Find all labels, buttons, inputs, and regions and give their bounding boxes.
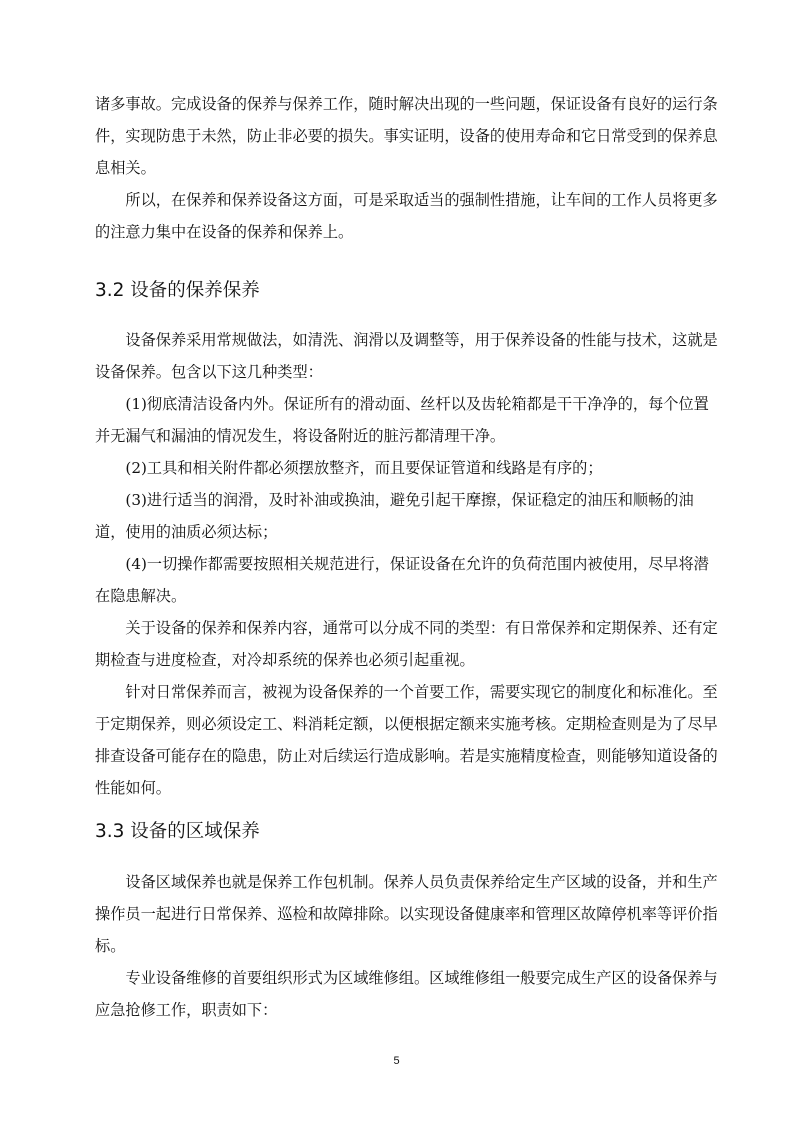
intro-paragraph-1: 诸多事故。完成设备的保养与保养工作，随时解决出现的一些问题，保证设备有良好的运行条件，实现防患于未然，防止非必要的损失。事实证明，设备的使用寿命和它日常受到的保养息息相关。: [95, 95, 718, 177]
list-item-2: (2)工具和相关附件都必须摆放整齐，而且要保证管道和线路是有序的；: [125, 459, 603, 477]
section-3-2-body: [95, 324, 722, 804]
section-3-3-body: [95, 866, 722, 1026]
intro-text: [95, 88, 722, 248]
section-3-3-paragraph-1: 设备区域保养也就是保养工作包机制。保养人员负责保养给定生产区域的设备，并和生产操作员一起进行日常保养、巡检和故障排除。以实现设备健康率和管理区故障停机率等评价指标。: [95, 873, 718, 955]
list-item-1: (1)彻底清洁设备内外。保证所有的滑动面、丝杆以及齿轮箱都是干干净净的，每个位置并无漏气和漏油的情况发生，将设备附近的脏污都清理干净。: [95, 395, 709, 445]
list-item-4: (4)一切操作都需要按照相关规范进行，保证设备在允许的负荷范围内被使用，尽早将潜在隐患解决。: [95, 555, 709, 605]
section-3-2-paragraph-1: 设备保养采用常规做法，如清洗、润滑以及调整等，用于保养设备的性能与技术，这就是设备保养。包含以下这几种类型：: [95, 331, 718, 381]
section-3-3-paragraph-2: 专业设备维修的首要组织形式为区域维修组。区域维修组一般要完成生产区的设备保养与应急抢修工作，职责如下：: [95, 969, 718, 1019]
section-3-3-heading: 3.3 设备的区域保养: [95, 821, 260, 842]
section-3-2-paragraph-2: 关于设备的保养和保养内容，通常可以分成不同的类型：有日常保养和定期保养、还有定期检查与进度检查，对冷却系统的保养也必须引起重视。: [95, 619, 718, 669]
list-item-3: (3)进行适当的润滑，及时补油或换油，避免引起干摩擦，保证稳定的油压和顺畅的油道，使用的油质必须达标；: [95, 491, 694, 541]
intro-paragraph-2: 所以，在保养和保养设备这方面，可是采取适当的强制性措施，让车间的工作人员将更多的注意力集中在设备的保养和保养上。: [95, 191, 718, 241]
page-number: 5: [393, 1055, 400, 1067]
section-3-2-heading: 3.2 设备的保养保养: [95, 280, 260, 301]
section-3-2-paragraph-3: 针对日常保养而言，被视为设备保养的一个首要工作，需要实现它的制度化和标准化。至于定期保养，则必须设定工、料消耗定额，以便根据定额来实施考核。定期检查则是为了尽早排查设备可能存在的隐患，防止对后续运行造成影响。若是实施精度检查，则能够知道设备的性能如何。: [95, 683, 718, 797]
